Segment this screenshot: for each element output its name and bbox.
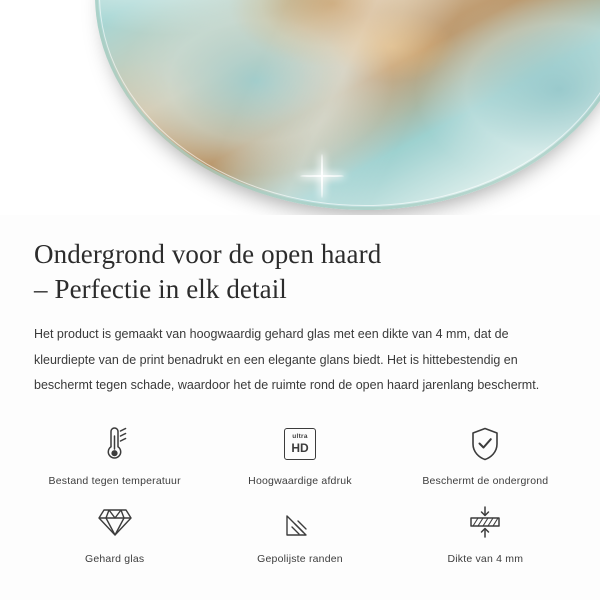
page-title-line-2: – Perfectie in elk detail	[34, 273, 287, 304]
feature-print-quality	[207, 421, 392, 487]
feature-label: Bestand tegen temperatuur	[48, 474, 181, 487]
feature-thickness	[393, 499, 578, 565]
thickness-arrows-icon	[466, 499, 504, 545]
feature-surface-protection	[393, 421, 578, 487]
polished-edges-icon	[283, 499, 317, 545]
page-title-line-1: Ondergrond voor de open haard	[34, 239, 382, 269]
feature-label: Gehard glas	[84, 552, 145, 565]
feature-label: Gepolijste randen	[257, 552, 343, 565]
feature-label: Hoogwaardige afdruk	[248, 474, 352, 487]
feature-tempered-glass	[22, 499, 207, 565]
feature-temperature	[22, 421, 207, 487]
feature-polished-edges	[207, 499, 392, 565]
glass-panel-image	[95, 0, 600, 210]
abstract-marble-artwork	[95, 0, 600, 210]
diamond-icon	[97, 499, 133, 545]
feature-label: Beschermt de ondergrond	[422, 474, 549, 487]
hero-image	[0, 0, 600, 215]
ultra-hd-icon	[284, 421, 316, 467]
feature-grid	[0, 421, 600, 565]
thermometer-icon	[98, 421, 132, 467]
content-section	[0, 215, 600, 399]
ultra-hd-badge-top: ultra	[292, 433, 308, 441]
shield-check-icon	[468, 421, 502, 467]
ultra-hd-badge-bottom: HD	[291, 440, 309, 455]
body-paragraph: Het product is gemaakt van hoogwaardig gehard glas met een dikte van 4 mm, dat de kleurdiepte van de print benadrukt en een elegante glans biedt. Het is hittebestendig en beschermt tegen schade, waardoor het de ruimte rond de open haard jarenlang beschermt.	[34, 327, 540, 393]
page-title	[34, 237, 566, 306]
feature-label: Dikte van 4 mm	[447, 552, 524, 565]
